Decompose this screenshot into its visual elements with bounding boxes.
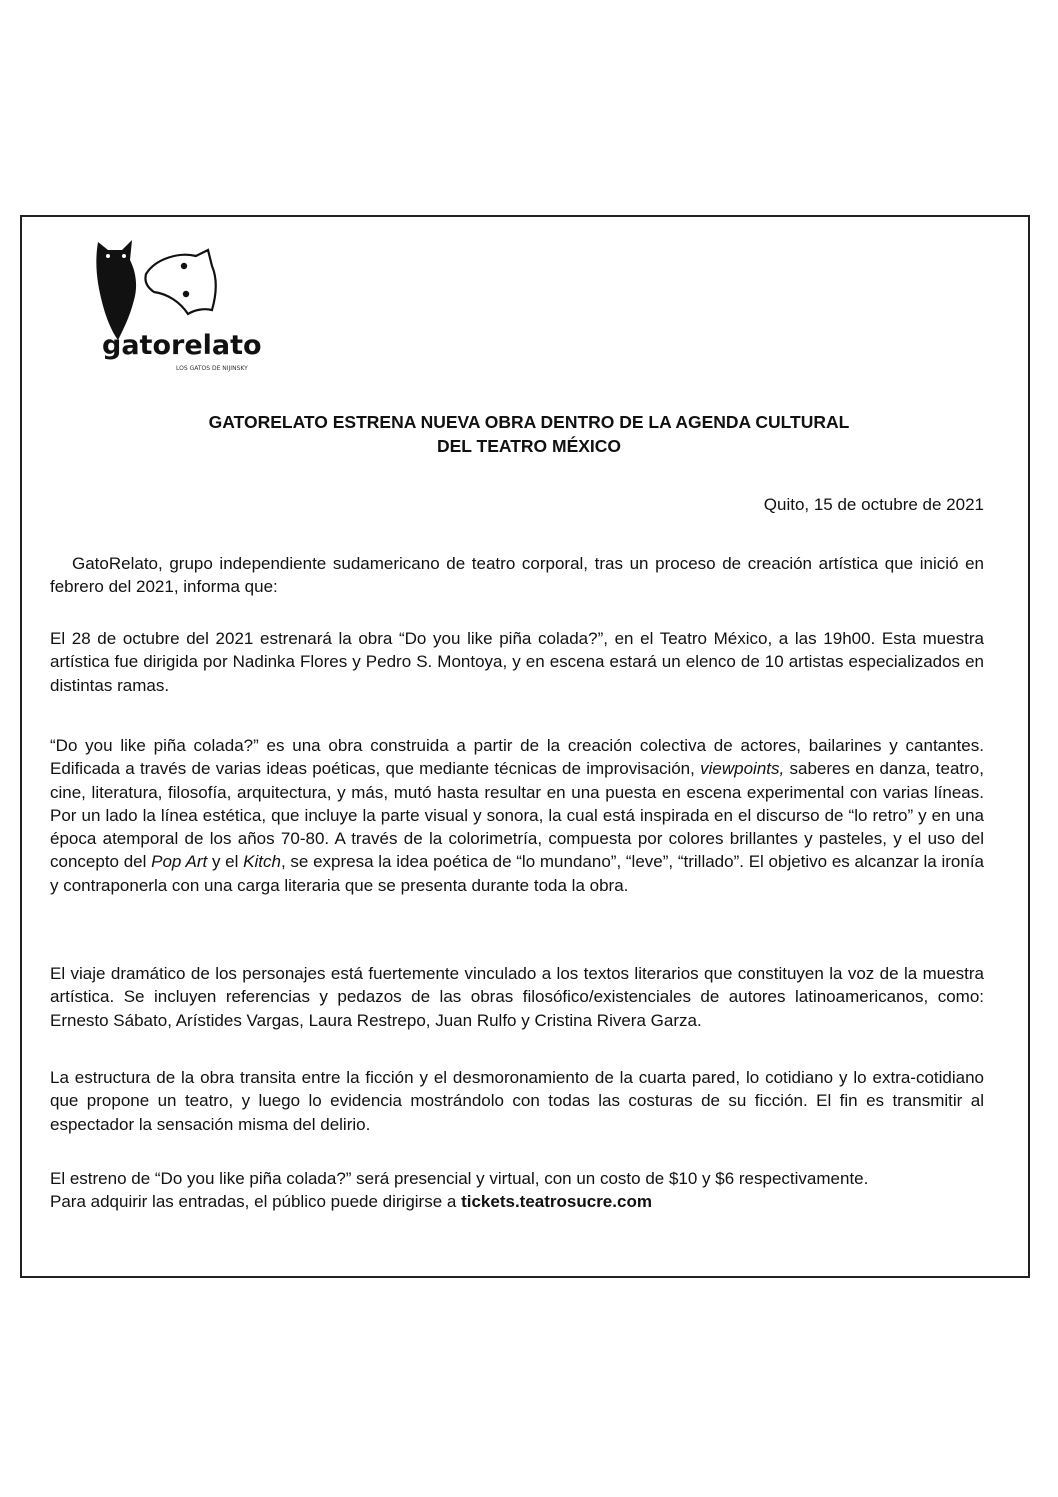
viewpoints-term: viewpoints, [700, 759, 785, 779]
tickets-line-1: El estreno de “Do you like piña colada?” será presencial y virtual, con un costo de $10 y $6 respectivamente. [50, 1169, 869, 1188]
tickets-link[interactable]: tickets.teatrosucre.com [461, 1192, 652, 1212]
description-text-a: “Do you like piña colada?” es una obra construida a partir de la creación colectiva de actores, bailarines y cantantes. Edificada a través de varias ideas poéticas, que mediante técnicas de improvisación, [50, 736, 984, 779]
description-text-b: saberes en danza, teatro, cine, literatura, filosofía, arquitectura, y más, mutó hasta resultar en una puesta en escena experimental con varias líneas. Por un lado la línea estética, que incluye la parte visual y sonora, la cual está inspirada en el discurso de “lo retro” y en una época atemporal de los años 70-80. A través de la colorimetría, compuesta por colores brillantes y pasteles, y el uso del concepto del [50, 759, 984, 872]
headline-line-2: DEL TEATRO MÉXICO [436, 436, 622, 456]
press-release-headline [60, 410, 998, 458]
gatorelato-logo [84, 236, 274, 376]
tickets-line-2: Para adquirir las entradas, el público puede dirigirse a [50, 1192, 462, 1212]
paragraph-literary-references: El viaje dramático de los personajes está fuertemente vinculado a los textos literarios que constituyen la voz de la muestra artística. Se incluyen referencias y pedazos de las obras filosófico/existenciales de autores latinoamericanos, como: Ernesto Sábato, Arístides Vargas, Laura Restrepo, Juan Rulfo y Cristina Rivera Garza. [50, 964, 984, 1030]
cat-silhouettes-icon [84, 236, 274, 376]
kitch-term: Kitch [243, 852, 281, 872]
paragraph-description [50, 734, 984, 897]
headline-line-1: GATORELATO ESTRENA NUEVA OBRA DENTRO DE LA AGENDA CULTURAL [208, 412, 850, 432]
logo-wordmark: gatorelato [102, 330, 262, 361]
description-text-d: , se expresa la idea poética de “lo mundano”, “leve”, “trillado”. El objetivo es alcanzar la ironía y contraponerla con una carga literaria que se presenta durante toda la obra. [50, 852, 984, 895]
paragraph-structure: La estructura de la obra transita entre la ficción y el desmoronamiento de la cuarta pared, lo cotidiano y lo extra-cotidiano que propone un teatro, y luego lo evidencia mostrándolo con todas las costuras de su ficción. El fin es transmitir al espectador la sensación misma del delirio. [50, 1068, 984, 1134]
logo-tagline: LOS GATOS DE NIJINSKY [176, 365, 248, 372]
paragraph-intro: GatoRelato, grupo independiente sudamericano de teatro corporal, tras un proceso de creación artística que inició en febrero del 2021, informa que: [50, 554, 984, 597]
pop-art-term: Pop Art [151, 852, 208, 872]
paragraph-premiere: El 28 de octubre del 2021 estrenará la obra “Do you like piña colada?”, en el Teatro México, a las 19h00. Esta muestra artística fue dirigida por Nadinka Flores y Pedro S. Montoya, y en escena estará un elenco de 10 artistas especializados en distintas ramas. [50, 629, 984, 695]
dateline: Quito, 15 de octubre de 2021 [763, 495, 984, 514]
description-text-c: y el [207, 852, 244, 872]
paragraph-tickets [50, 1167, 984, 1214]
